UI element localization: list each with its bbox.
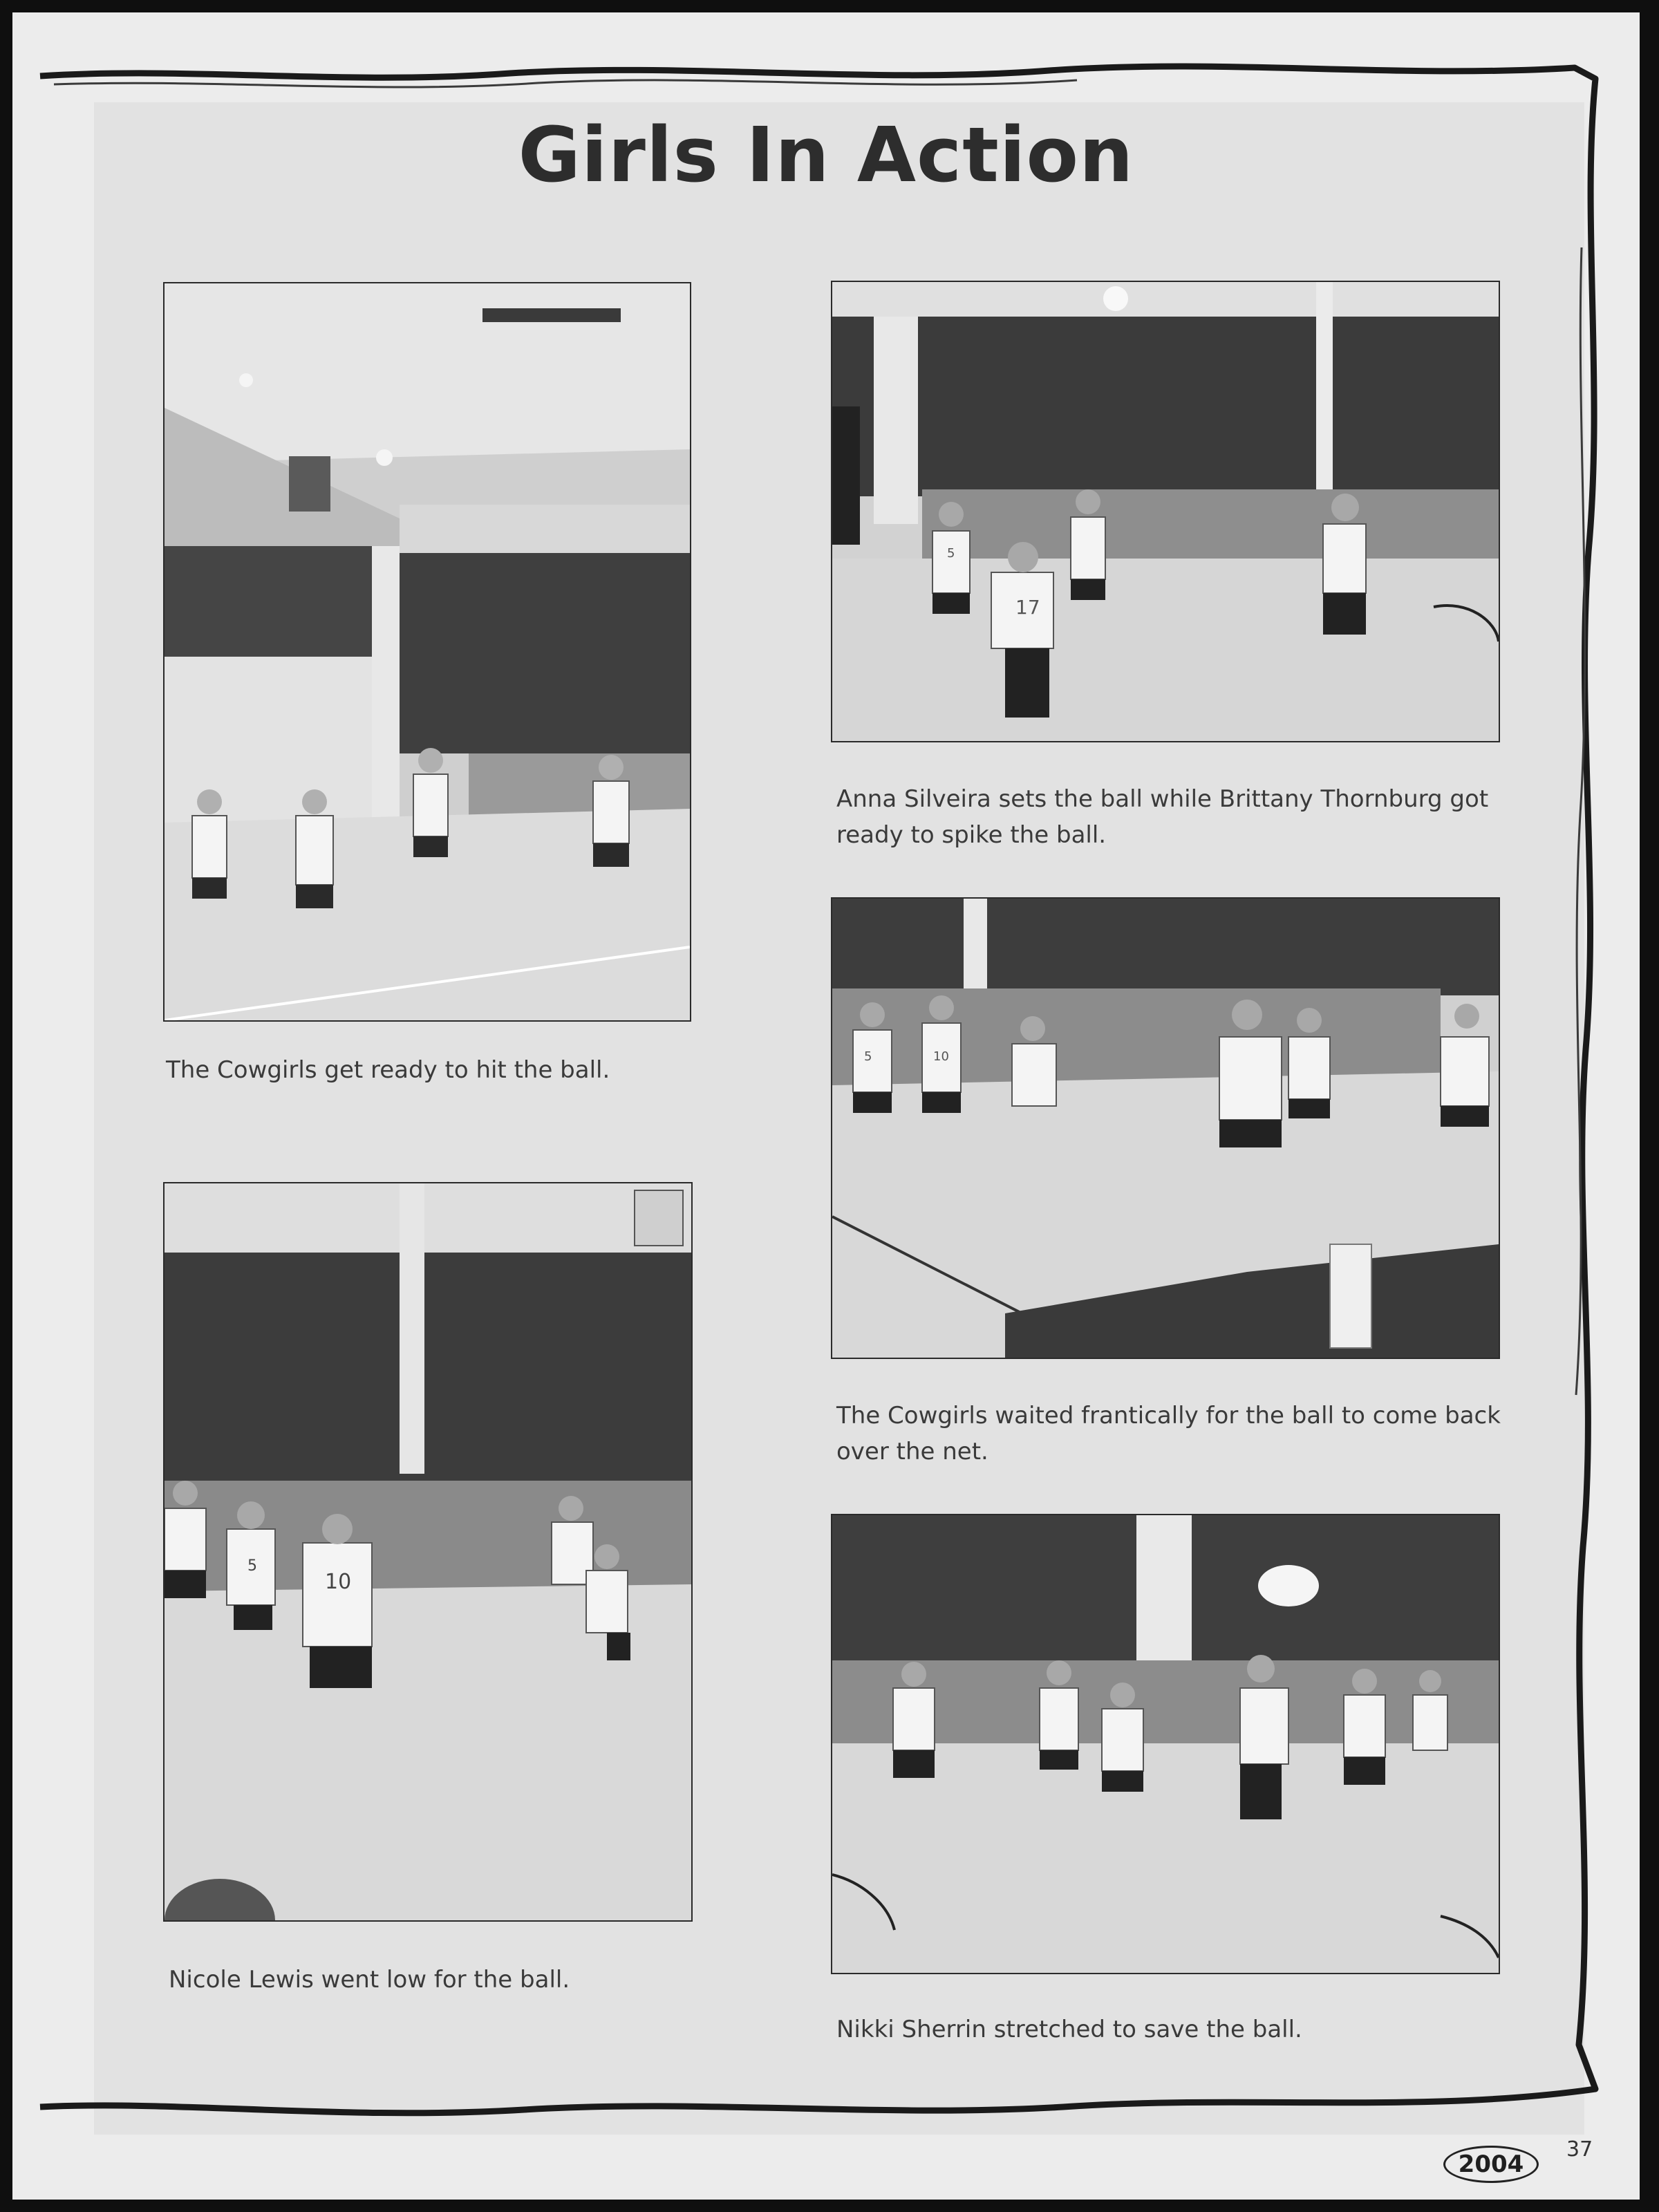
jersey-number: 10	[933, 1049, 949, 1064]
gym-photo-image	[832, 282, 1499, 741]
photo-cowgirls-ready	[163, 282, 691, 1022]
photo-caption: The Cowgirls waited frantically for the ball to come back over the net.	[836, 1402, 1501, 1465]
jersey-number: 5	[864, 1049, 872, 1064]
photo-cowgirls-waited	[831, 897, 1500, 1359]
gym-photo-image	[832, 1515, 1499, 1973]
jersey-number: 10	[325, 1570, 352, 1594]
photo-caption: The Cowgirls get ready to hit the ball.	[166, 1056, 610, 1084]
photo-caption: Nicole Lewis went low for the ball.	[169, 1966, 570, 1994]
gym-photo-image	[832, 899, 1499, 1358]
photo-caption: Anna Silveira sets the ball while Brittany Thornburg got ready to spike the ball.	[836, 785, 1489, 849]
year-badge: 2004	[1443, 2146, 1539, 2183]
yearbook-page	[12, 12, 1640, 2200]
jersey-number: 5	[247, 1557, 257, 1575]
photo-anna-sets-ball	[831, 281, 1500, 742]
photo-nicole-low	[163, 1182, 693, 1922]
page-number: 37	[1566, 2137, 1593, 2162]
page-title: Girls In Action	[518, 111, 1134, 199]
gym-photo-image	[165, 1183, 691, 1920]
jersey-number: 17	[1015, 596, 1040, 619]
photo-caption: Nikki Sherrin stretched to save the ball.	[836, 2016, 1302, 2043]
jersey-number: 5	[947, 546, 955, 561]
gym-photo-image	[165, 283, 690, 1020]
photo-nikki-stretched	[831, 1514, 1500, 1974]
